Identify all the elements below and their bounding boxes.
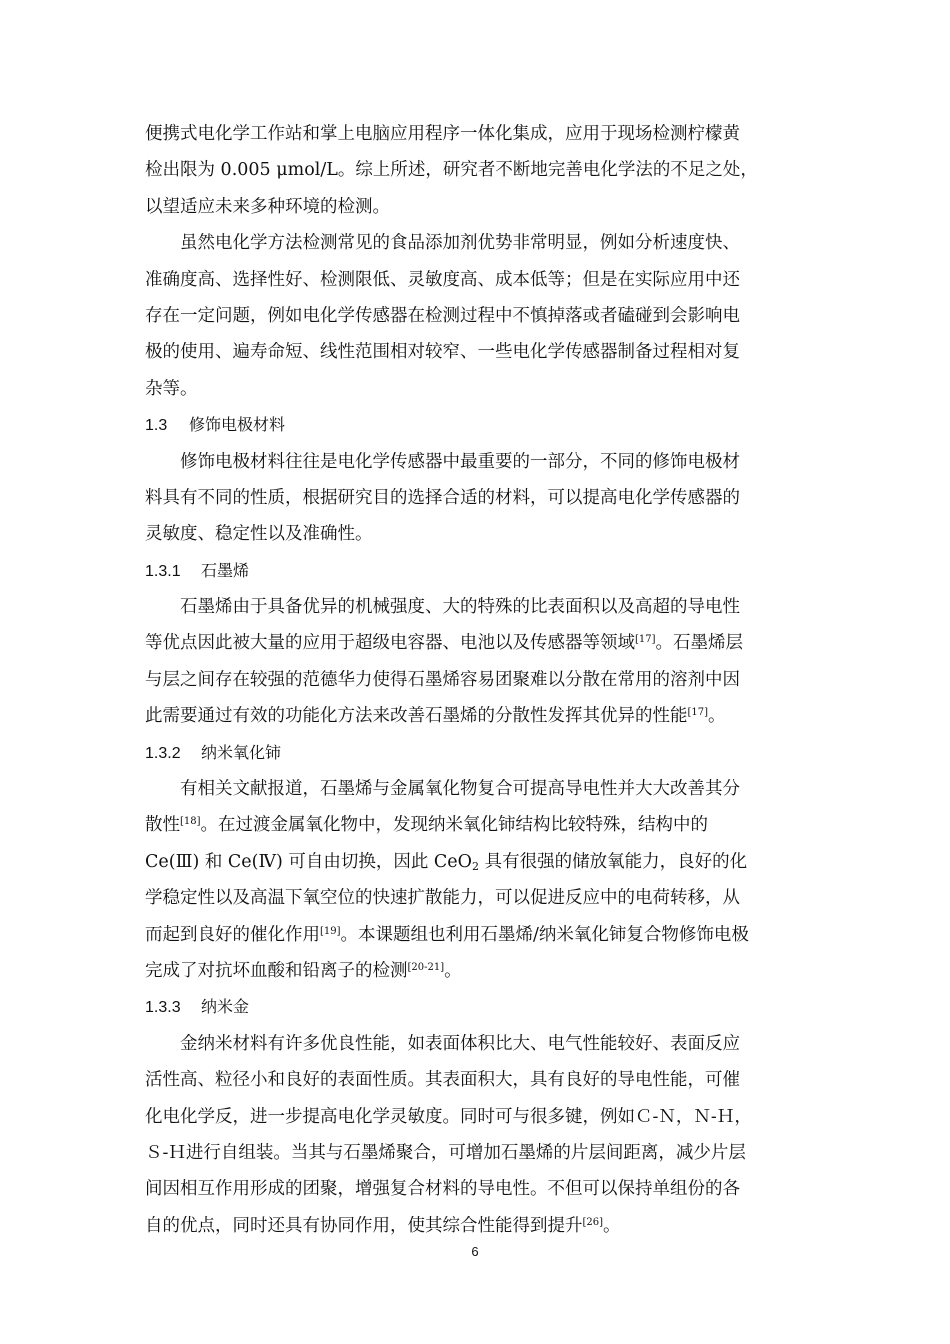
citation-ref: [19] <box>320 925 341 937</box>
section-title: 石墨烯 <box>201 560 250 580</box>
text-line <box>145 844 807 880</box>
text-run: 具有很强的储放氧能力，良好的化 <box>479 851 748 872</box>
section-heading-1-3-2 <box>145 735 807 771</box>
text-line: 有相关文献报道，石墨烯与金属氧化物复合可提高导电性并大大改善其分 <box>180 779 740 800</box>
text-line <box>145 807 807 843</box>
section-number: 1.3.2 <box>145 744 181 762</box>
text-line: 检出限为 0.005 μmol/L。综上所述，研究者不断地完善电化学法的不足之处， <box>145 160 758 181</box>
paragraph-ceria <box>145 771 807 989</box>
text-line <box>145 917 807 953</box>
paragraph-advantages <box>145 225 807 407</box>
text-line: 极的使用、遍寿命短、线性范围相对较窄、一些电化学传感器制备过程相对复 <box>145 342 740 363</box>
text-line <box>145 625 807 661</box>
section-number: 1.3.3 <box>145 999 181 1017</box>
text-run: Ce(Ⅲ) 和 Ce(Ⅳ) 可自由切换，因此 CeO <box>145 851 473 872</box>
text-line: 学稳定性以及高温下氧空位的快速扩散能力，可以促进反应中的电荷转移，从 <box>145 888 740 909</box>
subscript: 2 <box>472 859 480 873</box>
text-line: 虽然电化学方法检测常见的食品添加剂优势非常明显，例如分析速度快、 <box>180 233 740 254</box>
text-run: 。在过渡金属氧化物中，发现纳米氧化铈结构比较特殊，结构中的 <box>200 815 709 836</box>
section-heading-1-3-1 <box>145 553 807 589</box>
text-line: 杂等。 <box>145 378 198 399</box>
text-run: 散性 <box>145 815 180 836</box>
text-run: 。本课题组也利用石墨烯/纳米氧化铈复合物修饰电极 <box>340 924 749 945</box>
text-run: 此需要通过有效的功能化方法来改善石墨烯的分散性发挥其优异的性能 <box>145 706 688 727</box>
text-line: 化电化学反，进一步提高电化学灵敏度。同时可与很多键，例如Ｃ-Ｎ，Ｎ-Ｈ， <box>145 1106 752 1127</box>
text-line: 存在一定问题，例如电化学传感器在检测过程中不慎掉落或者磕碰到会影响电 <box>145 305 740 326</box>
section-title: 纳米氧化铈 <box>201 742 282 762</box>
text-line <box>145 1208 807 1244</box>
text-line: 以望适应未来多种环境的检测。 <box>145 196 390 217</box>
page-number: 6 <box>471 1244 479 1259</box>
citation-ref: [26] <box>582 1216 604 1228</box>
text-run: 而起到良好的催化作用 <box>145 924 320 945</box>
text-line: 准确度高、选择性好、检测限低、灵敏度高、成本低等；但是在实际应用中还 <box>145 269 740 290</box>
text-run: 自的优点，同时还具有协同作用，使其综合性能得到提升 <box>145 1215 583 1236</box>
paragraph-gold-nano <box>145 1026 807 1244</box>
text-run: 。 <box>603 1215 621 1236</box>
citation-ref: [18] <box>180 816 201 828</box>
section-number: 1.3 <box>145 417 168 435</box>
text-run: 。石墨烯层 <box>655 633 744 654</box>
section-number: 1.3.1 <box>145 562 181 580</box>
citation-ref: [17] <box>635 634 656 646</box>
text-line: 活性高、粒径小和良好的表面性质。其表面积大，具有良好的导电性能，可催 <box>145 1070 740 1091</box>
section-heading-1-3-3 <box>145 989 807 1025</box>
text-line <box>145 698 807 734</box>
text-line: 与层之间存在较强的范德华力使得石墨烯容易团聚难以分散在常用的溶剂中因 <box>145 669 740 690</box>
text-run: 等优点因此被大量的应用于超级电容器、电池以及传感器等领域 <box>145 633 635 654</box>
section-title: 纳米金 <box>201 997 250 1017</box>
paragraph-modified-electrode <box>145 444 807 553</box>
section-title: 修饰电极材料 <box>189 415 286 435</box>
citation-ref: [20-21] <box>407 961 445 973</box>
text-line: 料具有不同的性质，根据研究目的选择合适的材料，可以提高电化学传感器的 <box>145 487 740 508</box>
paragraph-graphene <box>145 589 807 735</box>
paragraph-continuation <box>145 116 807 225</box>
text-run: 。 <box>708 706 726 727</box>
text-line: 修饰电极材料往往是电化学传感器中最重要的一部分，不同的修饰电极材 <box>180 451 740 472</box>
text-line: 石墨烯由于具备优异的机械强度、大的特殊的比表面积以及高超的导电性 <box>180 597 740 618</box>
text-line <box>145 953 807 989</box>
text-run: 完成了对抗坏血酸和铅离子的检测 <box>145 960 408 981</box>
citation-ref: [17] <box>687 707 709 719</box>
text-run: 。 <box>444 960 462 981</box>
text-line: Ｓ-Ｈ进行自组装。当其与石墨烯聚合，可增加石墨烯的片层间距离，减少片层 <box>145 1142 746 1163</box>
text-line: 间因相互作用形成的团聚，增强复合材料的导电性。不但可以保持单组份的各 <box>145 1179 740 1200</box>
text-line: 金纳米材料有许多优良性能，如表面体积比大、电气性能较好、表面反应 <box>180 1033 740 1054</box>
text-line: 灵敏度、稳定性以及准确性。 <box>145 524 373 545</box>
section-heading-1-3 <box>145 407 807 443</box>
text-line: 便携式电化学工作站和掌上电脑应用程序一体化集成，应用于现场检测柠檬黄 <box>145 124 740 144</box>
page-body <box>145 116 807 1244</box>
